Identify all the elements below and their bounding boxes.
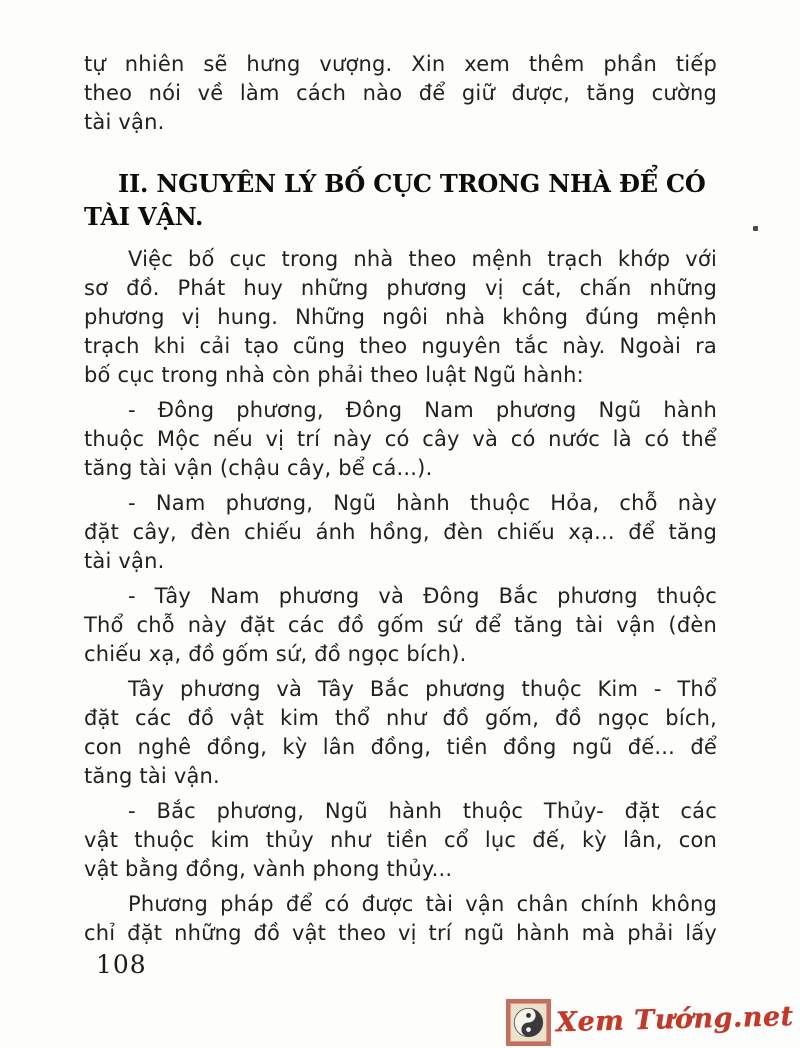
body-line: chiếu xạ, đồ gốm sứ, đồ ngọc bích).	[84, 642, 467, 666]
body-line: phương vị hung. Những ngôi nhà không đúng mệnh	[84, 305, 717, 329]
paragraph	[84, 50, 717, 137]
body-line: theo nói về làm cách nào để giữ được, tăng cường	[84, 81, 717, 105]
body-line: vật thuộc kim thủy như tiền cổ lục đế, kỳ lân, con	[84, 828, 717, 852]
body-line: tài vận.	[84, 110, 165, 134]
body-line: đặt cây, đèn chiếu ánh hồng, đèn chiếu xạ... để tăng	[84, 520, 717, 544]
paragraph	[84, 582, 717, 669]
body-line: trạch khi cải tạo cũng theo nguyên tắc này. Ngoài ra	[84, 334, 717, 358]
body-line: Phương pháp để có được tài vận chân chính không	[128, 892, 717, 916]
scan-speck	[753, 226, 758, 231]
body-line: bố cục trong nhà còn phải theo luật Ngũ hành:	[84, 363, 584, 387]
body-line: vật bằng đồng, vành phong thủy...	[84, 857, 453, 881]
body-line: Thổ chỗ này đặt các đồ gốm sứ để tăng tài vận (đèn	[84, 613, 717, 637]
body-line: con nghê đồng, kỳ lân đồng, tiền đồng ngũ đế... để	[84, 735, 717, 759]
body-line: - Đông phương, Đông Nam phương Ngũ hành	[128, 398, 717, 422]
section-heading-line: II. NGUYÊN LÝ BỐ CỤC TRONG NHÀ ĐỂ CÓ	[118, 169, 706, 198]
paragraph	[84, 489, 717, 576]
body-line: Việc bố cục trong nhà theo mệnh trạch khớp với	[128, 247, 717, 271]
paragraph	[84, 890, 717, 948]
paragraph	[84, 675, 717, 791]
body-line: tăng tài vận.	[84, 764, 220, 788]
body-line: đặt các đồ vật kim thổ như đồ gốm, đồ ngọc bích,	[84, 706, 717, 730]
body-line: tăng tài vận (chậu cây, bể cá...).	[84, 456, 433, 480]
page-number: 108	[96, 950, 147, 979]
body-line: tự nhiên sẽ hưng vượng. Xin xem thêm phần tiếp	[84, 52, 717, 76]
section-heading	[84, 167, 717, 233]
body-line: thuộc Mộc nếu vị trí này có cây và có nước là có thể	[84, 427, 717, 451]
watermark	[506, 999, 794, 1046]
watermark-site-name: Xem Tướng.net	[556, 1000, 795, 1039]
body-line: Tây phương và Tây Bắc phương thuộc Kim - Thổ	[128, 677, 717, 701]
body-line: sơ đồ. Phát huy những phương vị cát, chấn những	[84, 276, 717, 300]
body-line: - Bắc phương, Ngũ hành thuộc Thủy- đặt các	[128, 799, 717, 823]
yin-yang-icon	[506, 999, 551, 1046]
body-line: tài vận.	[84, 549, 165, 573]
section-heading-line: TÀI VẬN.	[84, 202, 204, 231]
paragraph	[84, 797, 717, 884]
paragraph	[84, 245, 717, 390]
body-line: chỉ đặt những đồ vật theo vị trí ngũ hành mà phải lấy	[84, 921, 717, 945]
text-column	[84, 50, 717, 954]
body-line: - Tây Nam phương và Đông Bắc phương thuộc	[128, 584, 717, 608]
body-line: - Nam phương, Ngũ hành thuộc Hỏa, chỗ này	[128, 491, 717, 515]
paragraph	[84, 396, 717, 483]
